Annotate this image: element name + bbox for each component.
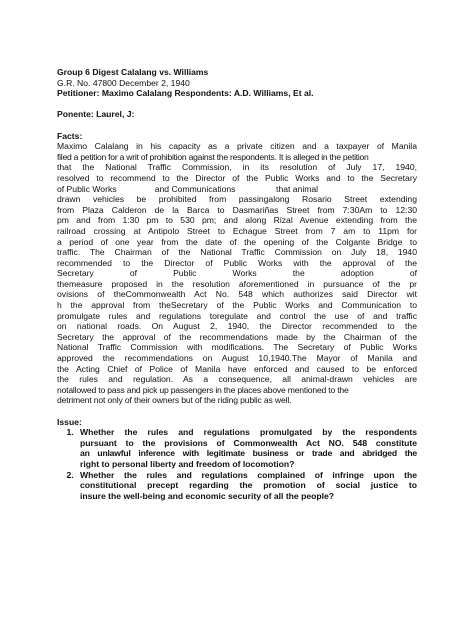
- facts-line: recommended to the Director of Public Works with the approval of the: [57, 257, 417, 268]
- facts-line: Maximo Calalang in his capacity as a private citizen and a taxpayer of Manila: [57, 141, 417, 152]
- issue-line: 2. Whether the rules and regulations complained of infringe upon the: [80, 469, 417, 480]
- facts-line: h the approval from theSecretary of the Public Works and Communication to: [57, 300, 417, 311]
- issue-line: an unlawful inference with legitimate business or trade and abridged the: [80, 448, 417, 459]
- facts-heading: Facts:: [57, 130, 83, 141]
- issue-line: constitutional precept regarding the promotion of social justice to: [80, 480, 417, 491]
- facts-line: detriment not only of their owners but of the riding public as well.: [57, 395, 292, 406]
- facts-line: from Plaza Calderon de la Barca to Dasmariñas Street from 7:30Am to 12:30: [57, 204, 417, 215]
- facts-line: on national roads. On August 2, 1940, the Director recommended to the: [57, 321, 417, 332]
- facts-line: National Traffic Commission with modifications. The Secretary of Public Works: [57, 342, 417, 353]
- facts-line: notallowed to pass and pick up passengers in the places above mentioned to the: [57, 384, 349, 395]
- facts-line: Secretary the approval of the recommendations made by the Chairman of the: [57, 331, 417, 342]
- facts-line: a period of one year from the date of the opening of the Colgante Bridge to: [57, 236, 417, 247]
- facts-line: themeasure proposed in the resolution aforementioned in pursuance of the pr: [57, 278, 417, 289]
- issue-heading: Issue:: [57, 416, 82, 427]
- digest-content: [57, 67, 417, 501]
- issue-line: right to personal liberty and freedom of locomotion?: [80, 458, 295, 469]
- gr-number: G.R. No. 47800 December 2, 1940: [57, 77, 190, 88]
- facts-line: the Acting Chief of Police of Manila have enforced and caused to be enforced: [57, 363, 417, 374]
- facts-line: ovisions of theCommonwealth Act No. 548 which authorizes said Director wit: [57, 289, 417, 300]
- facts-line: railroad crossing at Antipolo Street to Echague Street from 7 am to 11pm for: [57, 225, 417, 236]
- facts-line: the rules and regulation. As a consequence, all animal-drawn vehicles are: [57, 374, 417, 385]
- facts-line: filed a petition for a writ of prohibition against the respondents. It is alleged in the petition: [57, 151, 369, 162]
- facts-line: resolved to recommend to the Director of the Public Works and to the Secretary: [57, 172, 417, 183]
- facts-line: pm and from 1:30 pm to 530 pm; and along Rizal Avenue extending from the: [57, 215, 417, 226]
- facts-line: traffic. The Chairman of the National Traffic Commission on July 18, 1940: [57, 247, 417, 258]
- facts-line: Secretary of Public Works the adoption of: [57, 268, 417, 279]
- facts-paragraph: [57, 141, 417, 406]
- issue-item: [76, 427, 417, 469]
- issue-line: insure the well-being and economic security of all the people?: [80, 490, 335, 501]
- ponente-line: Ponente: Laurel, J:: [57, 109, 135, 120]
- issue-line: pursuant to the provisions of Commonwealth Act NO. 548 constitute: [80, 437, 417, 448]
- issue-list: [57, 427, 417, 501]
- issue-line: 1. Whether the rules and regulations promulgated by the respondents: [80, 427, 417, 438]
- parties-line: Petitioner: Maximo Calalang Respondents: A.D. Williams, Et al.: [57, 88, 314, 99]
- facts-line: of Public Works and Communications that animal: [57, 183, 319, 194]
- facts-line: drawn vehicles be prohibited from passingalong Rosario Street extending: [57, 194, 417, 205]
- facts-line: approved the recommendations on August 10,1940.The Mayor of Manila and: [57, 353, 417, 364]
- facts-line: promulgate rules and regulations toregulate and control the use of and traffic: [57, 310, 417, 321]
- digest-title: Group 6 Digest Calalang vs. Williams: [57, 67, 209, 77]
- facts-line: that the National Traffic Commission, in its resolution of July 17, 1940,: [57, 162, 417, 173]
- issue-item: [76, 470, 417, 502]
